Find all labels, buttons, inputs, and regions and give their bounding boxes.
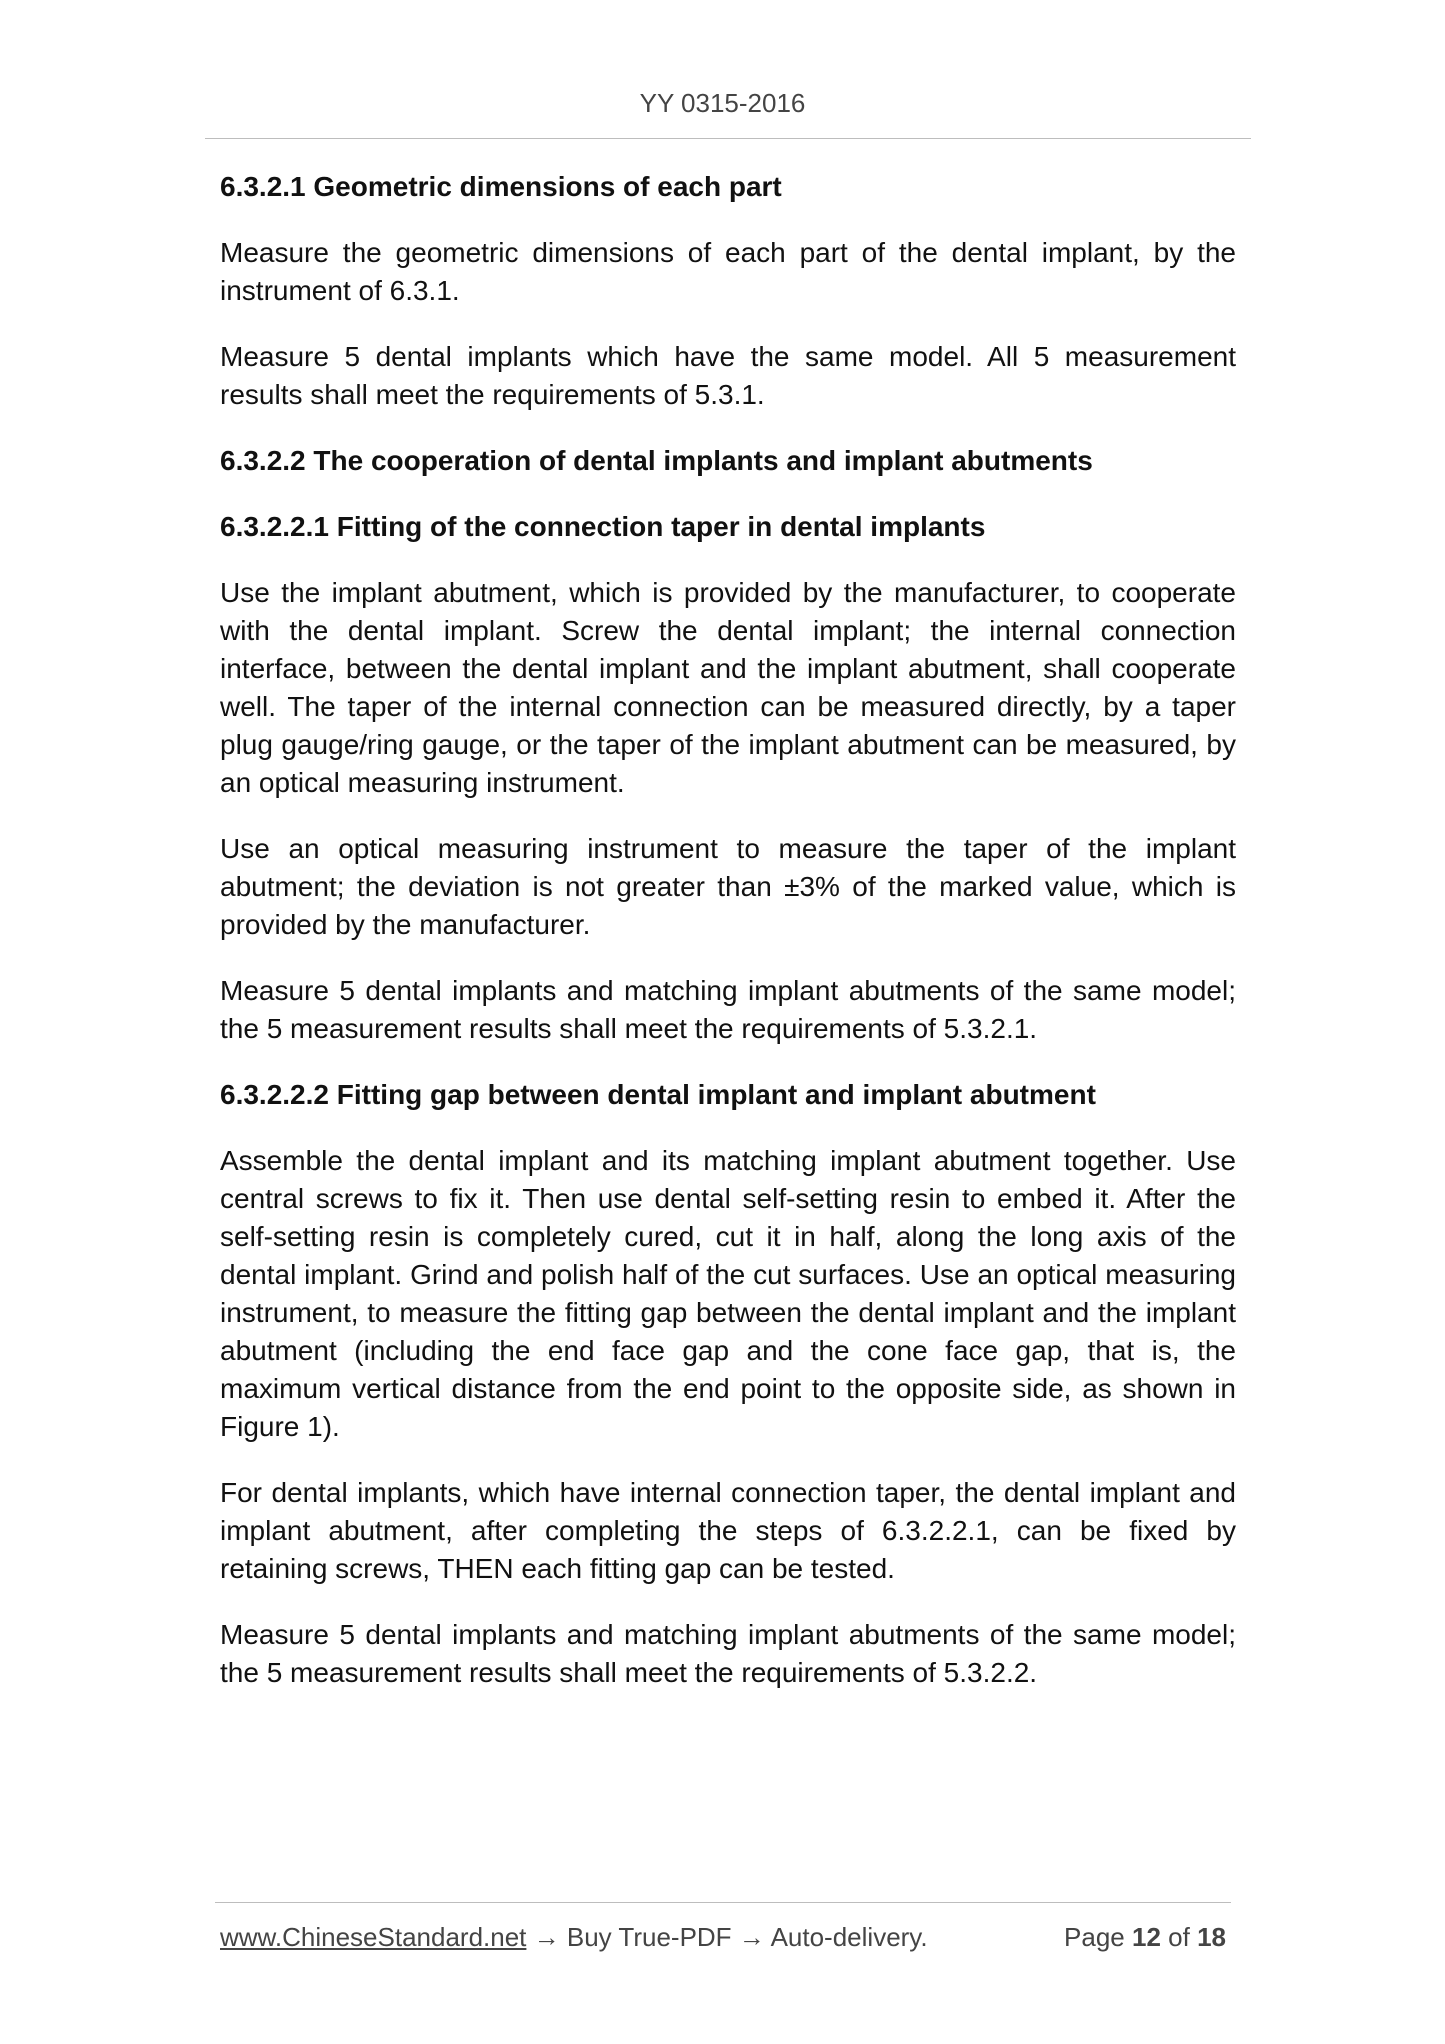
paragraph: Measure 5 dental implants and matching implant abutments of the same model; the 5 measurement results shall meet the requirements of 5.3.2.1. [220,975,1236,1044]
section-heading-6-3-2-2-2: 6.3.2.2.2 Fitting gap between dental implant and implant abutment [220,1079,1096,1110]
section-heading-6-3-2-2-1: 6.3.2.2.1 Fitting of the connection taper in dental implants [220,511,986,542]
paragraph: Use the implant abutment, which is provided by the manufacturer, to cooperate with the dental implant. Screw the dental implant; the internal connection interface, between the dental implant and the implant abutment, shall cooperate well. The taper of the internal connection can be measured directly, by a taper plug gauge/ring gauge, or the taper of the implant abutment can be measured, by an optical measuring instrument. [220,577,1236,798]
header-divider [205,138,1251,139]
paragraph: For dental implants, which have internal connection taper, the dental implant and implant abutment, after completing the steps of 6.3.2.2.1, can be fixed by retaining screws, THEN each fitting gap can be tested. [220,1477,1236,1584]
section-heading-6-3-2-1: 6.3.2.1 Geometric dimensions of each part [220,171,782,202]
document-id-header: YY 0315-2016 [639,88,806,118]
paragraph: Measure the geometric dimensions of each part of the dental implant, by the instrument of 6.3.1. [220,237,1236,306]
of-label: of [1168,1922,1190,1952]
paragraph: Measure 5 dental implants which have the same model. All 5 measurement results shall meet the requirements of 5.3.1. [220,341,1236,410]
page-label: Page [1064,1922,1125,1952]
page-total: 18 [1197,1922,1226,1952]
section-heading-6-3-2-2: 6.3.2.2 The cooperation of dental implants and implant abutments [220,445,1093,476]
footer-divider [215,1902,1231,1903]
page-number [1064,1922,1226,1953]
paragraph: Use an optical measuring instrument to measure the taper of the implant abutment; the deviation is not greater than ±3% of the marked value, which is provided by the manufacturer. [220,833,1236,940]
paragraph: Assemble the dental implant and its matching implant abutment together. Use central screws to fix it. Then use dental self-setting resin to embed it. After the self-setting resin is completely cured, cut it in half, along the long axis of the dental implant. Grind and polish half of the cut surfaces. Use an optical measuring instrument, to measure the fitting gap between the dental implant and the implant abutment (including the end face gap and the cone face gap, that is, the maximum vertical distance from the end point to the opposite side, as shown in Figure 1). [220,1145,1236,1442]
page-current: 12 [1132,1922,1161,1952]
website-link[interactable]: www.ChineseStandard.net [220,1922,527,1952]
document-body [220,168,1236,1720]
promo-text: → Buy True-PDF → Auto-delivery. [526,1922,928,1952]
paragraph: Measure 5 dental implants and matching implant abutments of the same model; the 5 measurement results shall meet the requirements of 5.3.2.2. [220,1619,1236,1688]
footer-promo [220,1922,928,1953]
